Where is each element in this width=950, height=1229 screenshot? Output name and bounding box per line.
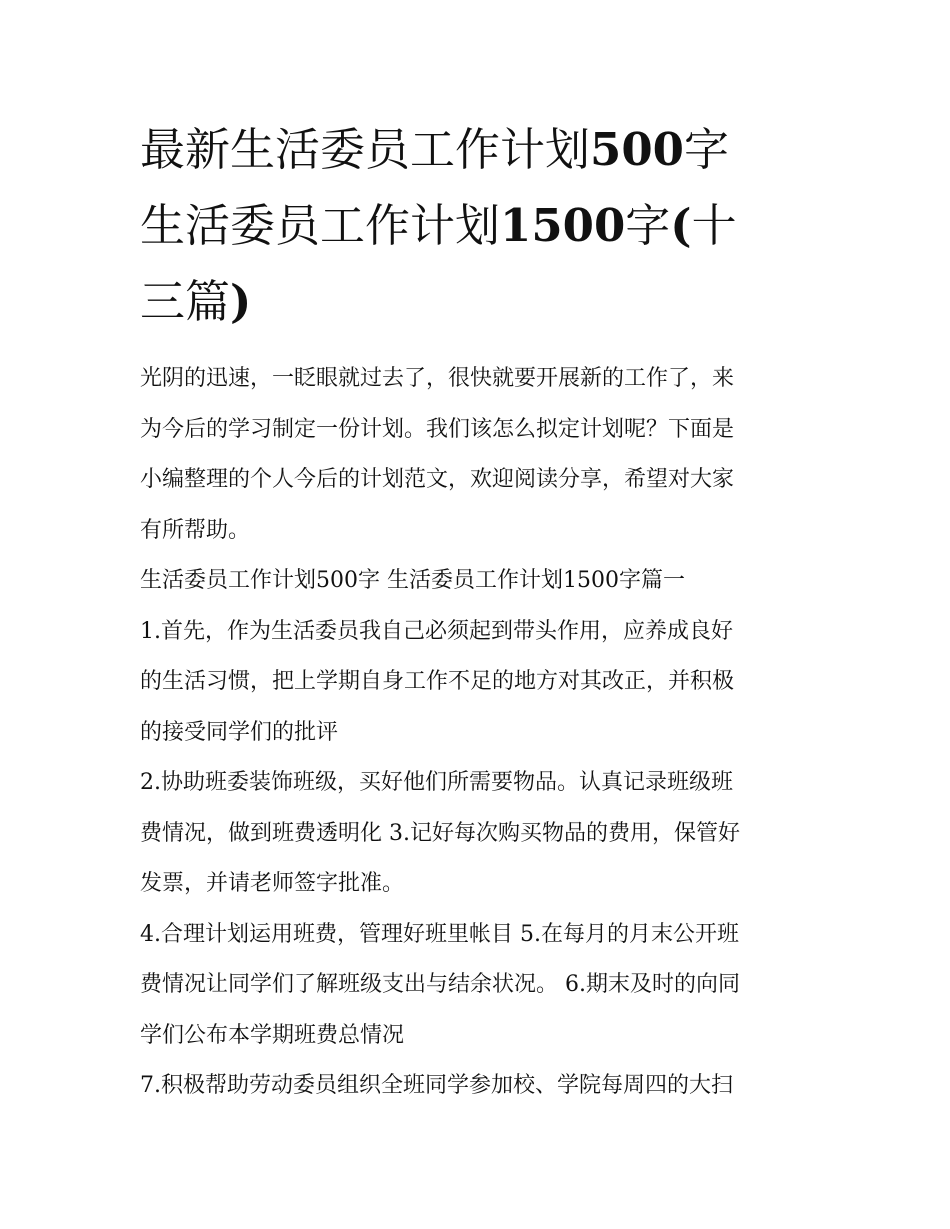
list-item-line: 4.合理计划运用班费，管理好班里帐目 5.在每月的月末公开班	[140, 921, 739, 947]
title-line-2: 生活委员工作计划1500字(十	[140, 199, 737, 252]
list-item-line: 费情况，做到班费透明化 3.记好每次购买物品的费用，保管好	[140, 820, 740, 846]
section-heading: 生活委员工作计划500字 生活委员工作计划1500字篇一	[140, 568, 685, 593]
list-item-line: 的接受同学们的批评	[140, 719, 339, 745]
list-item-line: 2.协助班委装饰班级，买好他们所需要物品。认真记录班级班	[140, 770, 733, 795]
list-item-2	[140, 758, 812, 910]
title-line-1: 最新生活委员工作计划500字	[140, 123, 729, 176]
list-item-line: 费情况让同学们了解班级支出与结余状况。 6.期末及时的向同	[140, 972, 740, 997]
list-item-line: 学们公布本学期班费总情况	[140, 1022, 405, 1048]
document-title	[140, 112, 812, 340]
list-item-line: 7.积极帮助劳动委员组织全班同学参加校、学院每周四的大扫	[140, 1073, 733, 1098]
document-page	[140, 112, 812, 1112]
intro-line: 光阴的迅速，一眨眼就过去了，很快就要开展新的工作了，来	[140, 366, 735, 391]
list-item-1	[140, 607, 812, 759]
intro-paragraph	[140, 354, 812, 556]
title-line-3: 三篇)	[140, 275, 252, 328]
intro-line: 为今后的学习制定一份计划。我们该怎么拟定计划呢？下面是	[140, 416, 735, 442]
list-item-line: 1.首先，作为生活委员我自己必须起到带头作用，应养成良好	[140, 618, 733, 644]
list-item-line: 发票，并请老师签字批准。	[140, 871, 405, 896]
list-item-7	[140, 1061, 812, 1112]
list-item-4	[140, 910, 812, 1062]
list-item-line: 的生活习惯，把上学期自身工作不足的地方对其改正，并积极	[140, 669, 735, 694]
intro-line: 小编整理的个人今后的计划范文，欢迎阅读分享，希望对大家	[140, 467, 735, 492]
intro-line: 有所帮助。	[140, 517, 251, 543]
